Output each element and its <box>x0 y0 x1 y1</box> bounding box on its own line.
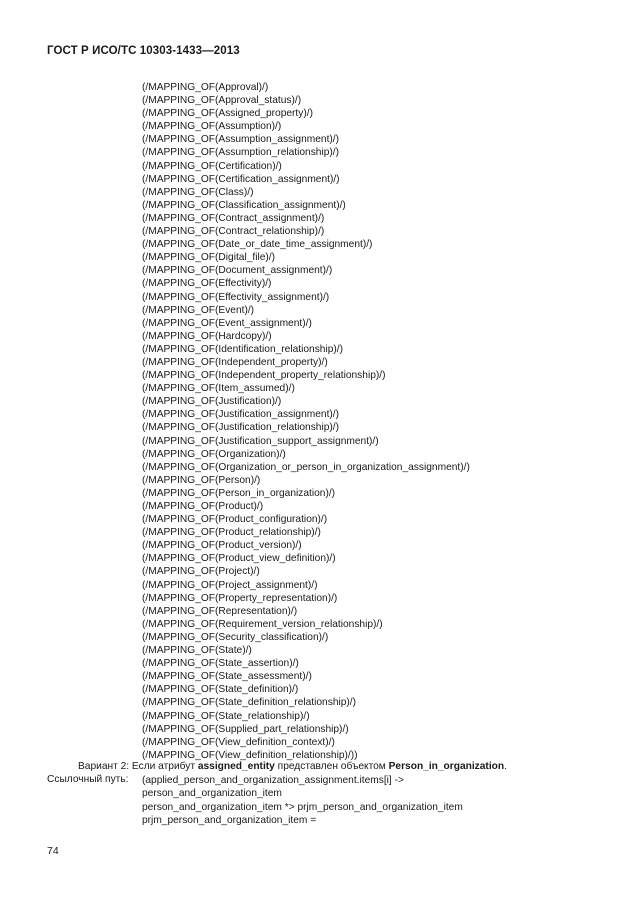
mapping-line: (/MAPPING_OF(Product_relationship)/) <box>142 527 321 539</box>
mapping-line: (/MAPPING_OF(Representation)/) <box>142 605 298 617</box>
mapping-line: (/MAPPING_OF(Assumption_assignment)/) <box>142 134 340 146</box>
mapping-line: (/MAPPING_OF(Product)/) <box>142 501 264 512</box>
mapping-line: (/MAPPING_OF(Effectivity)/) <box>142 278 272 290</box>
reference-path-line: person_and_organization_item <box>142 788 282 800</box>
mapping-list <box>142 81 470 762</box>
mapping-line: (/MAPPING_OF(Contract_assignment)/) <box>142 212 325 224</box>
mapping-line: (/MAPPING_OF(Hardcopy)/) <box>142 330 272 342</box>
mapping-line: (/MAPPING_OF(Certification)/) <box>142 160 282 172</box>
mapping-line: (/MAPPING_OF(State_assessment)/) <box>142 671 312 683</box>
mapping-line: (/MAPPING_OF(Effectivity_assignment)/) <box>142 291 330 303</box>
mapping-line: (/MAPPING_OF(Justification_relationship)/) <box>142 422 340 434</box>
mapping-line: (/MAPPING_OF(Classification_assignment)/) <box>142 199 346 211</box>
mapping-line: (/MAPPING_OF(Event_assignment)/) <box>142 317 312 329</box>
mapping-line: (/MAPPING_OF(Document_assignment)/) <box>142 265 333 277</box>
mapping-line: (/MAPPING_OF(Person)/) <box>142 474 261 486</box>
mapping-line: (/MAPPING_OF(Assigned_property)/) <box>142 108 313 120</box>
mapping-line: (/MAPPING_OF(State_definition)/) <box>142 684 299 696</box>
mapping-line: (/MAPPING_OF(Digital_file)/) <box>142 252 276 264</box>
mapping-line: (/MAPPING_OF(Product_version)/) <box>142 540 302 552</box>
document-header: ГОСТ Р ИСО/ТС 10303-1433—2013 <box>47 45 240 57</box>
reference-path-lines <box>142 774 463 827</box>
mapping-line: (/MAPPING_OF(State_relationship)/) <box>142 710 310 722</box>
page-number: 74 <box>47 845 59 857</box>
mapping-line: (/MAPPING_OF(Person_in_organization)/) <box>142 487 336 499</box>
mapping-line: (/MAPPING_OF(Approval)/) <box>142 82 269 93</box>
mapping-line: (/MAPPING_OF(State_assertion)/) <box>142 658 299 670</box>
variant-entity: Person_in_organization <box>388 761 505 772</box>
reference-path-line: prjm_person_and_organization_item = <box>142 814 317 826</box>
mapping-line: (/MAPPING_OF(Organization)/) <box>142 448 286 460</box>
reference-path-line: (applied_person_and_organization_assignment.items[i] -> <box>142 775 404 786</box>
variant-statement <box>78 761 507 772</box>
mapping-line: (/MAPPING_OF(Product_view_definition)/) <box>142 553 336 565</box>
mapping-line: (/MAPPING_OF(Organization_or_person_in_organization_assignment)/) <box>142 461 470 473</box>
mapping-line: (/MAPPING_OF(Supplied_part_relationship)/) <box>142 723 349 735</box>
variant-suffix: . <box>504 761 507 772</box>
mapping-line: (/MAPPING_OF(Property_representation)/) <box>142 592 338 604</box>
mapping-line: (/MAPPING_OF(Justification)/) <box>142 396 282 408</box>
mapping-line: (/MAPPING_OF(Justification_support_assignment)/) <box>142 435 379 447</box>
mapping-line: (/MAPPING_OF(Event)/) <box>142 304 255 316</box>
variant-middle: представлен объектом <box>274 761 389 772</box>
mapping-line: (/MAPPING_OF(State_definition_relationship)/) <box>142 697 357 709</box>
mapping-line: (/MAPPING_OF(Independent_property)/) <box>142 356 328 368</box>
mapping-line: (/MAPPING_OF(Security_classification)/) <box>142 631 329 643</box>
mapping-line: (/MAPPING_OF(Identification_relationship)/) <box>142 343 343 355</box>
mapping-line: (/MAPPING_OF(Certification_assignment)/) <box>142 173 340 185</box>
mapping-line: (/MAPPING_OF(Assumption)/) <box>142 121 282 133</box>
reference-path-label: Ссылочный путь: <box>47 774 129 785</box>
mapping-line: (/MAPPING_OF(Contract_relationship)/) <box>142 226 325 238</box>
mapping-line: (/MAPPING_OF(Date_or_date_time_assignment)/) <box>142 239 373 251</box>
mapping-line: (/MAPPING_OF(State)/) <box>142 645 252 657</box>
mapping-line: (/MAPPING_OF(View_definition_context)/) <box>142 736 335 748</box>
mapping-line: (/MAPPING_OF(Approval_status)/) <box>142 95 302 107</box>
mapping-line: (/MAPPING_OF(Project_assignment)/) <box>142 579 318 591</box>
mapping-line: (/MAPPING_OF(Independent_property_relationship)/) <box>142 370 386 382</box>
mapping-line: (/MAPPING_OF(Assumption_relationship)/) <box>142 147 340 159</box>
variant-prefix: Вариант 2: Если атрибут <box>78 761 198 772</box>
mapping-line: (/MAPPING_OF(Product_configuration)/) <box>142 514 328 526</box>
mapping-line: (/MAPPING_OF(Justification_assignment)/) <box>142 409 340 421</box>
mapping-line: (/MAPPING_OF(Class)/) <box>142 186 254 198</box>
reference-path-line: person_and_organization_item *> prjm_person_and_organization_item <box>142 801 463 813</box>
mapping-line: (/MAPPING_OF(View_definition_relationship)/)) <box>142 749 358 761</box>
mapping-line: (/MAPPING_OF(Item_assumed)/) <box>142 383 295 395</box>
variant-attribute: assigned_entity <box>197 761 275 772</box>
mapping-line: (/MAPPING_OF(Project)/) <box>142 566 260 578</box>
mapping-line: (/MAPPING_OF(Requirement_version_relationship)/) <box>142 618 383 630</box>
